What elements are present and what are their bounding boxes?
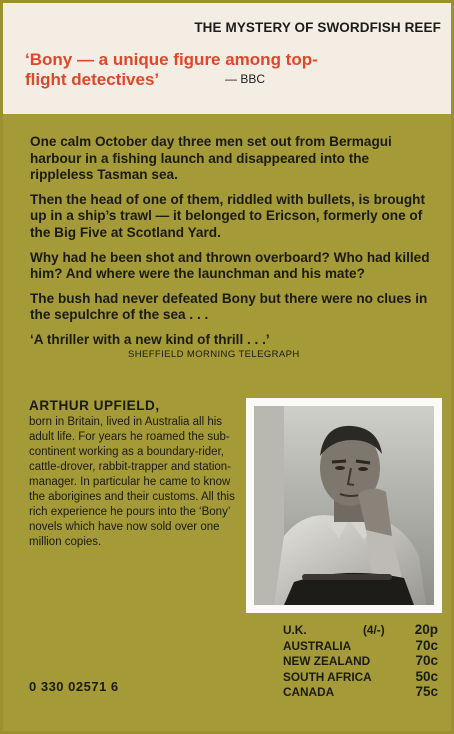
back-cover xyxy=(3,3,451,731)
synopsis-paragraph: One calm October day three men set out from Bermagui harbour in a fishing launch and disappeared into the rippleless Tasman sea. xyxy=(30,134,392,183)
price-note: (4/-) xyxy=(363,623,385,637)
synopsis xyxy=(30,134,435,332)
price-region: SOUTH AFRICA xyxy=(283,669,372,684)
author-photo xyxy=(246,398,442,613)
isbn: 0 330 02571 6 xyxy=(29,679,119,694)
author-name: ARTHUR UPFIELD, xyxy=(29,398,160,413)
press-quote-source: — BBC xyxy=(225,72,266,86)
review-source: SHEFFIELD MORNING TELEGRAPH xyxy=(128,349,300,360)
price-row xyxy=(283,670,438,686)
price-value: 70c xyxy=(415,653,438,669)
synopsis-paragraph: Why had he been shot and thrown overboard? Who had killed him? And where were the launchman and his mate? xyxy=(30,249,430,282)
price-region: AUSTRALIA xyxy=(283,638,352,653)
price-list xyxy=(283,623,438,701)
synopsis-paragraph: Then the head of one of them, riddled with bullets, is brought up in a ship’s trawl — it belonged to Ericson, formerly one of the Big Five at Scotland Yard. xyxy=(30,191,425,240)
review-quote: ‘A thriller with a new kind of thrill . . .’ xyxy=(30,332,270,347)
price-region: CANADA xyxy=(283,685,335,700)
press-quote: ‘Bony — a unique figure among top-flight detectives’ xyxy=(25,50,318,89)
price-row xyxy=(283,685,438,701)
synopsis-paragraph: The bush had never defeated Bony but there were no clues in the sepulchre of the sea . . . xyxy=(30,290,428,323)
book-title: THE MYSTERY OF SWORDFISH REEF xyxy=(194,20,441,35)
price-row xyxy=(283,654,438,670)
price-row xyxy=(283,623,438,639)
price-value: 70c xyxy=(415,637,438,653)
author-bio: born in Britain, lived in Australia all his adult life. For years he roamed the sub-continent working as a boundary-rider, cattle-drover, rabbit-trapper and station-manager. In particular he came to know the aborigines and their customs. All this rich experience he pours into the ‘Bony’ novels which have now sold over one million copies. xyxy=(29,416,235,548)
price-region: NEW ZEALAND xyxy=(283,654,371,669)
price-value: 50c xyxy=(415,668,438,684)
price-value: 20p xyxy=(414,622,438,637)
price-region: U.K. xyxy=(283,623,307,637)
header-band xyxy=(3,3,451,114)
author-portrait-image xyxy=(254,406,434,605)
price-value: 75c xyxy=(415,684,438,700)
price-row xyxy=(283,639,438,655)
